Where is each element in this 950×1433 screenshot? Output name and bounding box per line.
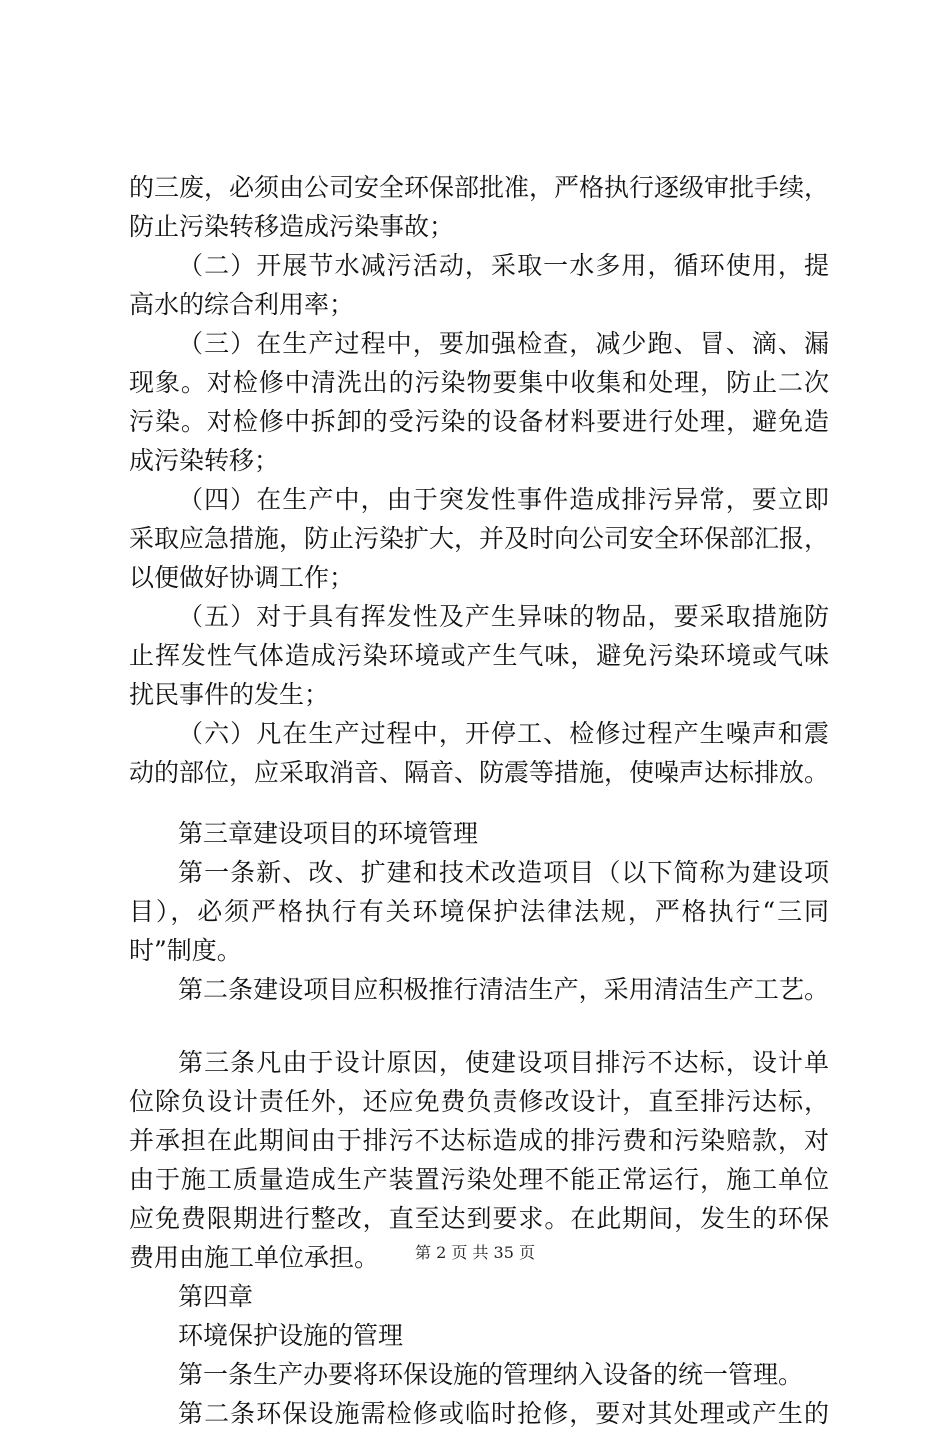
- text-line: （六）凡在生产过程中，开停工、检修过程产生噪声和震: [178, 719, 829, 748]
- page-number-footer: 第 2 页 共 35 页: [415, 1243, 535, 1262]
- text-line: 第二条建设项目应积极推行清洁生产，采用清洁生产工艺。: [178, 975, 829, 1004]
- text-line: （二）开展节水减污活动，采取一水多用，循环使用，提: [178, 251, 829, 280]
- text-line: 目），必须严格执行有关环境保护法律法规，严格执行“三同: [129, 897, 829, 926]
- text-line: 的三废，必须由公司安全环保部批准，严格执行逐级审批手续，: [129, 173, 830, 202]
- text-line: 费用由施工单位承担。: [129, 1243, 380, 1272]
- text-line: 并承担在此期间由于排污不达标造成的排污费和污染赔款，对: [129, 1126, 829, 1155]
- text-line: 成污染转移；: [129, 446, 280, 475]
- text-line: 扰民事件的发生；: [129, 680, 330, 709]
- text-line: 高水的综合利用率；: [129, 290, 355, 319]
- text-line: （四）在生产中，由于突发性事件造成排污异常，要立即: [178, 485, 829, 514]
- text-line: （五）对于具有挥发性及产生异味的物品，要采取措施防: [178, 602, 829, 631]
- text-line: 防止污染转移造成污染事故；: [129, 212, 455, 241]
- text-line: 第三条凡由于设计原因，使建设项目排污不达标，设计单: [178, 1048, 829, 1077]
- text-line: 第一条新、改、扩建和技术改造项目（以下简称为建设项: [178, 858, 829, 887]
- chapter-heading: 第三章建设项目的环境管理: [178, 819, 479, 848]
- text-line: 采取应急措施，防止污染扩大，并及时向公司安全环保部汇报，: [129, 524, 830, 553]
- text-line: 位除负设计责任外，还应免费负责修改设计，直至排污达标，: [129, 1087, 829, 1116]
- text-line: 第二条环保设施需检修或临时抢修，要对其处理或产生的: [178, 1399, 829, 1428]
- text-line: 止挥发性气体造成污染环境或产生气味，避免污染环境或气味: [129, 641, 829, 670]
- chapter-title: 环境保护设施的管理: [178, 1321, 404, 1350]
- text-line: 现象。对检修中清洗出的污染物要集中收集和处理，防止二次: [129, 368, 829, 397]
- text-line: 动的部位，应采取消音、隔音、防震等措施，使噪声达标排放。: [129, 758, 830, 787]
- paragraph-gap: [129, 1009, 829, 1043]
- text-line: 以便做好协调工作；: [129, 563, 355, 592]
- text-line: 第一条生产办要将环保设施的管理纳入设备的统一管理。: [178, 1360, 804, 1389]
- paragraph-gap: [129, 792, 829, 814]
- text-line: 污染。对检修中拆卸的受污染的设备材料要进行处理，避免造: [129, 407, 829, 436]
- text-line: 由于施工质量造成生产装置污染处理不能正常运行，施工单位: [129, 1165, 829, 1194]
- chapter-heading: 第四章: [178, 1282, 254, 1311]
- text-line: 时”制度。: [129, 936, 242, 965]
- text-line: 应免费限期进行整改，直至达到要求。在此期间，发生的环保: [129, 1204, 829, 1233]
- text-line: （三）在生产过程中，要加强检查，减少跑、冒、滴、漏: [178, 329, 829, 358]
